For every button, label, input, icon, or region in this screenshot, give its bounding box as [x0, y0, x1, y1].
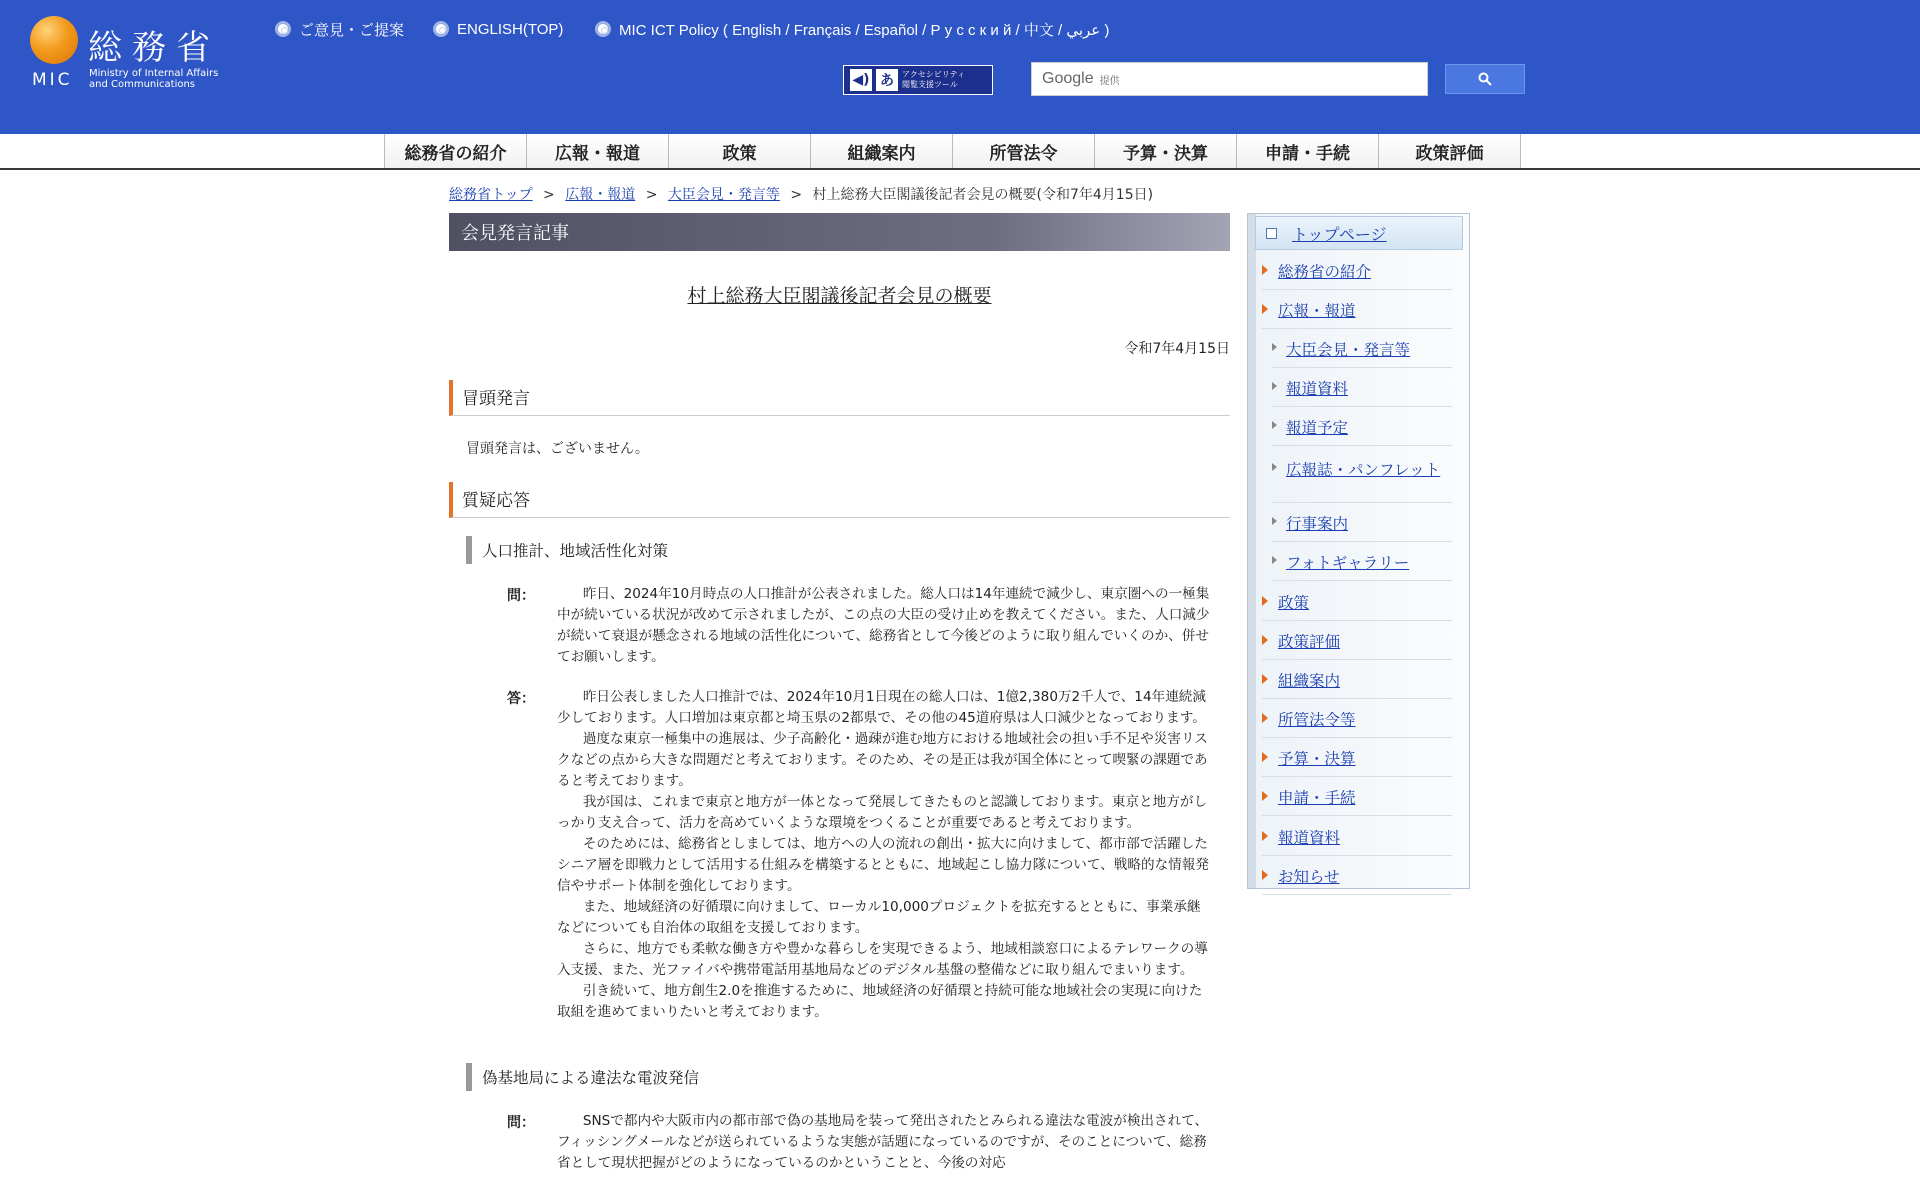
side-nav-top-label[interactable]: トップページ: [1292, 224, 1387, 244]
logo-kanji[interactable]: 総務省: [88, 28, 220, 68]
article-title: [449, 281, 1230, 308]
side-nav-link[interactable]: 所管法令等: [1278, 711, 1356, 729]
nav-policy[interactable]: 政策: [669, 134, 811, 168]
speaker-icon: ◀): [850, 69, 872, 91]
triangle-bullet-icon: [1262, 674, 1268, 684]
nav-laws[interactable]: 所管法令: [953, 134, 1095, 168]
english-top-link[interactable]: [433, 18, 563, 40]
side-nav-top-page[interactable]: [1255, 216, 1463, 250]
side-nav-item[interactable]: [1262, 778, 1452, 816]
side-nav-item[interactable]: [1262, 661, 1452, 699]
site-header: [0, 0, 1920, 134]
ict-policy-link[interactable]: [595, 18, 1109, 40]
logo-english-line2: and Communications: [89, 79, 196, 90]
nav-about[interactable]: 総務省の紹介: [385, 134, 527, 168]
triangle-bullet-icon: [1262, 831, 1268, 841]
side-nav-link[interactable]: お知らせ: [1278, 868, 1340, 886]
triangle-bullet-icon: [1272, 556, 1277, 564]
question-label: 問：: [507, 588, 535, 604]
question-body: [557, 1111, 1211, 1174]
triangle-bullet-icon: [1262, 752, 1268, 762]
nav-press[interactable]: 広報・報道: [527, 134, 669, 168]
question-body: [557, 584, 1211, 668]
qa-heading: 質疑応答: [449, 482, 1230, 518]
side-nav-link[interactable]: 大臣会見・発言等: [1286, 341, 1411, 359]
triangle-bullet-icon: [1272, 517, 1277, 525]
article-title-link[interactable]: 村上総務大臣閣議後記者会見の概要: [687, 285, 992, 307]
search-input[interactable]: [1031, 62, 1428, 96]
breadcrumb-home-link[interactable]: 総務省トップ: [449, 187, 533, 203]
google-brand: Google: [1042, 70, 1094, 87]
breadcrumb-separator: >: [790, 187, 803, 203]
side-nav-item[interactable]: [1262, 622, 1452, 660]
side-nav-link[interactable]: 行事案内: [1286, 515, 1349, 533]
triangle-bullet-icon: [1272, 343, 1277, 351]
logo-english: [89, 68, 249, 90]
side-nav-item[interactable]: [1262, 739, 1452, 777]
side-nav-link[interactable]: 組織案内: [1278, 672, 1341, 690]
answer-paragraph: 我が国は、これまで東京と地方が一体となって発展してきたものと認識しております。東京と地方がしっかり支え合って、活力を高めていくような環境をつくることが重要であると考えております。: [557, 794, 1208, 831]
logo-mic: MIC: [32, 70, 73, 90]
search-icon: [1478, 72, 1492, 86]
side-nav-subitem[interactable]: [1272, 504, 1452, 542]
ict-policy-link-label: MIC ICT Policy ( English / Français / Español / Р у с с к и й / 中文 / عربي ): [619, 21, 1110, 39]
logo-english-line1: Ministry of Internal Affairs: [89, 68, 219, 79]
question-text: SNSで都内や大阪市内の都市部で偽の基地局を装って発出されたとみられる違法な電波が検出されて、フィッシングメールなどが送られているような実態が話題になっているのですが、そのことについて、総務省として現状把握がどのようになっているのかということと、今後の対応: [557, 1113, 1209, 1171]
side-nav: [1247, 213, 1470, 889]
side-nav-link[interactable]: 広報誌・パンフレット: [1286, 461, 1441, 479]
side-nav-link[interactable]: 申請・手続: [1278, 789, 1356, 807]
triangle-bullet-icon: [1262, 870, 1268, 880]
answer-paragraph: 過度な東京一極集中の進展は、少子高齢化・過疎が進む地方における地域社会の担い手不足や災害リスクなどの点から大きな問題だと考えております。そのため、その是正は我が国全体にとって喫緊の課題であると考えております。: [557, 731, 1208, 789]
global-nav: [0, 134, 1920, 170]
triangle-bullet-icon: [1262, 265, 1268, 275]
radio-bullet-icon: [595, 21, 611, 37]
triangle-bullet-icon: [1262, 304, 1268, 314]
side-nav-subitem[interactable]: [1272, 330, 1452, 368]
accessibility-tool-line1: アクセシビリティ: [902, 70, 965, 79]
hiragana-a-icon: あ: [876, 69, 898, 91]
answer-body: [557, 687, 1211, 1023]
side-nav-link[interactable]: 政策評価: [1278, 633, 1341, 651]
answer-paragraph: また、地域経済の好循環に向けまして、ローカル10,000プロジェクトを拡充するとともに、事業承継などについても自治体の取組を支援しております。: [557, 899, 1201, 936]
triangle-bullet-icon: [1272, 421, 1277, 429]
question-block: [507, 1111, 1230, 1174]
side-nav-link[interactable]: 広報・報道: [1278, 302, 1356, 320]
accessibility-tool-line2: 閲覧支援ツール: [902, 80, 958, 89]
main-content: [449, 213, 1230, 1174]
breadcrumb-press-link[interactable]: 広報・報道: [565, 187, 636, 203]
side-nav-item[interactable]: [1262, 700, 1452, 738]
side-nav-link[interactable]: 政策: [1278, 594, 1310, 612]
triangle-bullet-icon: [1262, 713, 1268, 723]
side-nav-link[interactable]: 報道資料: [1278, 829, 1341, 847]
side-nav-item[interactable]: [1262, 818, 1452, 856]
side-nav-link[interactable]: 報道資料: [1286, 380, 1349, 398]
radio-bullet-icon: [433, 21, 449, 37]
accessibility-tool-label: [902, 70, 965, 90]
topic-heading: 偽基地局による違法な電波発信: [466, 1063, 1230, 1091]
side-nav-item[interactable]: [1262, 583, 1452, 621]
feedback-link[interactable]: [275, 18, 404, 40]
triangle-bullet-icon: [1272, 463, 1277, 471]
radio-bullet-icon: [275, 21, 291, 37]
answer-paragraph: 引き続いて、地方創生2.0を推進するために、地域経済の好循環と持続可能な地域社会の実現に向けた取組を進めてまいりたいと考えております。: [557, 983, 1203, 1020]
breadcrumb-separator: >: [543, 187, 555, 203]
triangle-bullet-icon: [1272, 382, 1277, 390]
accessibility-tool-button[interactable]: [843, 65, 993, 95]
answer-label: 答：: [507, 691, 535, 707]
answer-paragraph: 昨日公表しました人口推計では、2024年10月1日現在の総人口は、1億2,380万2千人で、14年連続減少しております。人口増加は東京都と埼玉県の2都県で、その他の45道府県は人口減少となっております。: [557, 689, 1206, 726]
search-button[interactable]: [1445, 64, 1525, 94]
mic-logo-icon[interactable]: [30, 16, 78, 64]
side-nav-link[interactable]: 予算・決算: [1278, 750, 1356, 768]
side-nav-item[interactable]: [1262, 291, 1452, 329]
section-header: 会見発言記事: [449, 213, 1230, 251]
side-nav-item[interactable]: [1262, 252, 1452, 290]
question-text: 昨日、2024年10月時点の人口推計が公表されました。総人口は14年連続で減少し、東京圏への一極集中が続いている状況が改めて示されましたが、この点の大臣の受け止めを教えてください。また、人口減少が続いて衰退が懸念される地域の活性化について、総務省として今後どのように取り組んでいくのか、併せてお願いします。: [557, 586, 1210, 665]
article-date: 令和7年4月15日: [1124, 341, 1230, 357]
side-nav-link[interactable]: フォトギャラリー: [1286, 554, 1410, 572]
question-block: [507, 584, 1230, 668]
answer-paragraph: さらに、地方でも柔軟な働き方や豊かな暮らしを実現できるよう、地域相談窓口によるテレワークの導入支援、また、光ファイバや携帯電話用基地局などのデジタル基盤の整備などに取り組んでまいります。: [557, 941, 1208, 978]
side-nav-subitem[interactable]: [1272, 543, 1452, 581]
english-top-link-label: ENGLISH(TOP): [457, 20, 564, 38]
search-provided-label: 提供: [1099, 75, 1120, 87]
global-nav-list: [384, 134, 1521, 168]
side-nav-subitem[interactable]: [1272, 450, 1452, 503]
feedback-link-label: ご意見・ご提案: [299, 21, 405, 39]
side-nav-item[interactable]: [1262, 857, 1452, 895]
triangle-bullet-icon: [1262, 791, 1268, 801]
side-nav-subitem[interactable]: [1272, 369, 1452, 407]
nav-applications[interactable]: 申請・手続: [1237, 134, 1379, 168]
answer-paragraph: そのためには、総務省としましては、地方への人の流れの創出・拡大に向けまして、都市部で活躍したシニア層を即戦力として活用する仕組みを構築するとともに、地域起こし協力隊について、戦略的な情報発信やサポート体制を強化しております。: [557, 836, 1209, 894]
breadcrumb-minister-link[interactable]: 大臣会見・発言等: [667, 187, 780, 203]
side-nav-link[interactable]: 報道予定: [1286, 419, 1349, 437]
nav-budget[interactable]: 予算・決算: [1095, 134, 1237, 168]
triangle-bullet-icon: [1262, 635, 1268, 645]
breadcrumb: [449, 184, 1153, 204]
opening-text: 冒頭発言は、ございません。: [466, 441, 649, 457]
triangle-bullet-icon: [1262, 596, 1268, 606]
opening-heading: 冒頭発言: [449, 380, 1230, 416]
square-bullet-icon: [1266, 228, 1277, 239]
breadcrumb-current: 村上総務大臣閣議後記者会見の概要(令和7年4月15日): [812, 187, 1154, 203]
topic-heading: 人口推計、地域活性化対策: [466, 536, 1230, 564]
side-nav-subitem[interactable]: [1272, 408, 1452, 446]
side-nav-link[interactable]: 総務省の紹介: [1278, 263, 1372, 281]
breadcrumb-separator: >: [645, 187, 658, 203]
nav-evaluation[interactable]: 政策評価: [1379, 134, 1521, 168]
question-label: 問：: [507, 1115, 535, 1131]
answer-block: [507, 687, 1230, 1023]
nav-organization[interactable]: 組織案内: [811, 134, 953, 168]
